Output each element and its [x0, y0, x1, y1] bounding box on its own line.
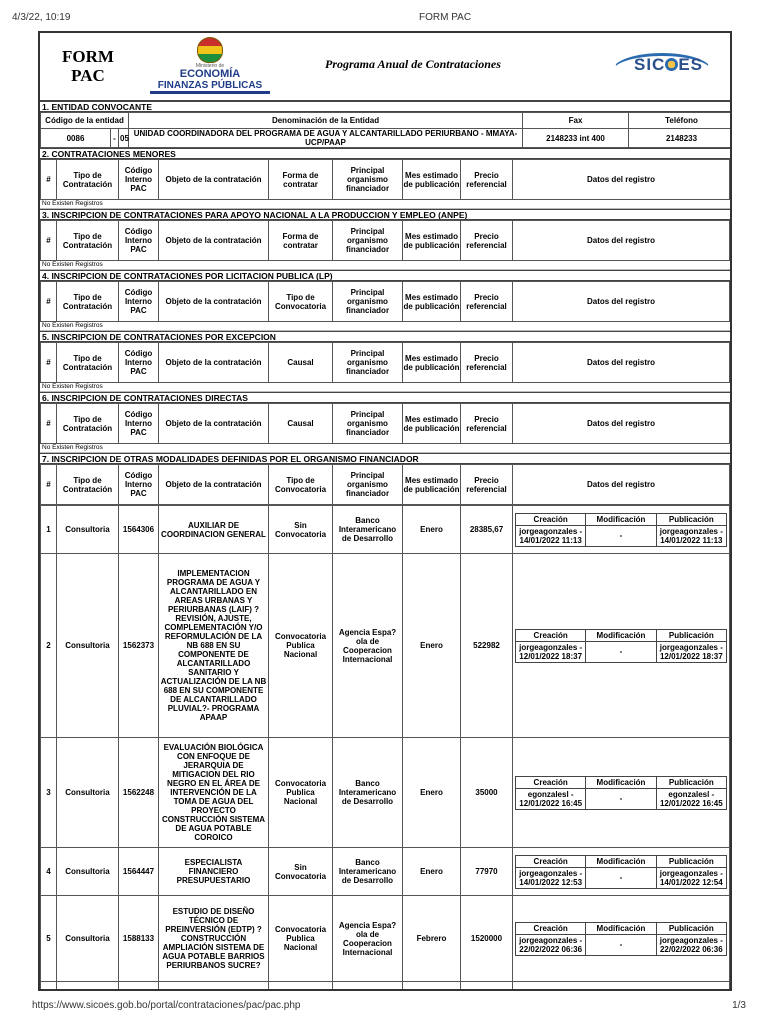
section-title: 5. INSCRIPCION DE CONTRATACIONES POR EXCEPCION — [40, 331, 730, 342]
print-title: FORM PAC — [419, 12, 472, 23]
section-5: 5. INSCRIPCION DE CONTRATACIONES POR EXCEPCION # Tipo de Contratación Código Interno PAC Objeto de la contratación Causal Principal organismo financiador Mes estimado de publicación Precio referencial Datos del registro No Existen Registros — [40, 331, 730, 392]
registro-table: Creación Modificación Publicación jorgeagonzales - 12/01/2022 18:37 - jorgeagonzales - 12/01/2022 18:37 — [515, 629, 727, 663]
entidad-sep: - — [111, 129, 119, 148]
section-title: 7. INSCRIPCION DE OTRAS MODALIDADES DEFINIDAS POR EL ORGANISMO FINANCIADOR — [40, 453, 730, 464]
print-page-number: 1/3 — [732, 1000, 746, 1011]
coat-of-arms-icon — [197, 37, 223, 63]
table-row: 4 Consultoria 1564447 ESPECIALISTA FINANCIERO PRESUPUESTARIO Sin Convocatoria Banco Interamericano de Desarrollo Enero 77970 Creación Modificación Publicación jorgeagonzales - 14/01/2022 12:53 - jorgeagonzales - 14/01/2022 12:54 — [41, 848, 730, 896]
entidad-codigo: 0086 — [41, 129, 111, 148]
section-4: 4. INSCRIPCION DE CONTRATACIONES POR LICITACION PUBLICA (LP) # Tipo de Contratación Código Interno PAC Objeto de la contratación Tipo de Convocatoria Principal organismo financiador Mes estimado de publicación Precio referencial Datos del registro No Existen Registros — [40, 270, 730, 331]
table-row — [41, 982, 730, 992]
table-row: 1 Consultoria 1564306 AUXILIAR DE COORDINACION GENERAL Sin Convocatoria Banco Interamericano de Desarrollo Enero 28385,67 Creación Modificación Publicación jorgeagonzales - 14/01/2022 11:13 - jorgeagonzales - 14/01/2022 11:13 — [41, 506, 730, 554]
table-row: 3 Consultoria 1562248 EVALUACIÓN BIOLÓGICA CON ENFOQUE DE JERARQUIA DE MITIGACION DEL RIO NEGRO EN EL ÁREA DE INTERVENCIÓN DE LA TOMA DE AGUA DEL PROYECTO CONSTRUCCIÓN SISTEMA DE AGUA POTABLE COROICO Convocatoria Publica Nacional Banco Interamericano de Desarrollo Enero 35000 Creación Modificación Publicación egonzalesl - 12/01/2022 16:45 - egonzalesl - 12/01/2022 16:45 — [41, 738, 730, 848]
browser-print-footer — [32, 1000, 746, 1011]
section-3: 3. INSCRIPCION DE CONTRATACIONES PARA APOYO NACIONAL A LA PRODUCCION Y EMPLEO (ANPE) # Tipo de Contratación Código Interno PAC Objeto de la contratación Forma de contratar Principal organismo financiador Mes estimado de publicación Precio referencial Datos del registro No Existen Registros — [40, 209, 730, 270]
registro-table: Creación Modificación Publicación egonzalesl - 12/01/2022 16:45 - egonzalesl - 12/01/2022 16:45 — [515, 776, 727, 810]
entidad-denominacion: UNIDAD COORDINADORA DEL PROGRAMA DE AGUA Y ALCANTARILLADO PERIURBANO - MMAYA-UCP/PAAP — [129, 129, 523, 148]
section-7-rows — [40, 505, 730, 991]
entidad-sub: 05 — [119, 129, 129, 148]
program-title: Programa Anual de Contrataciones — [325, 57, 501, 71]
form-pac-document — [38, 31, 732, 991]
section-title: 4. INSCRIPCION DE CONTRATACIONES POR LICITACION PUBLICA (LP) — [40, 270, 730, 281]
no-records-text: No Existen Registros — [40, 322, 730, 331]
no-records-text: No Existen Registros — [40, 200, 730, 209]
ministry-logo: Ministerio de ECONOMÍA FINANZAS PÚBLICAS — [150, 37, 270, 94]
print-url: https://www.sicoes.gob.bo/portal/contrataciones/pac/pac.php — [32, 1000, 301, 1011]
registro-table: Creación Modificación Publicación jorgeagonzales - 14/01/2022 12:53 - jorgeagonzales - 14/01/2022 12:54 — [515, 855, 727, 889]
no-records-text: No Existen Registros — [40, 383, 730, 392]
sicoes-logo: SIC ES — [612, 45, 712, 89]
section-title: 2. CONTRATACIONES MENORES — [40, 148, 730, 159]
no-records-text: No Existen Registros — [40, 261, 730, 270]
section-6: 6. INSCRIPCION DE CONTRATACIONES DIRECTAS # Tipo de Contratación Código Interno PAC Objeto de la contratación Causal Principal organismo financiador Mes estimado de publicación Precio referencial Datos del registro No Existen Registros — [40, 392, 730, 453]
col-codigo-entidad: Código de la entidad — [41, 113, 129, 129]
entidad-table — [40, 112, 732, 148]
col-telefono: Teléfono — [629, 113, 732, 129]
form-pac-title: FORM PAC — [62, 47, 114, 85]
print-datetime: 4/3/22, 10:19 — [12, 12, 71, 23]
col-denominacion: Denominación de la Entidad — [129, 113, 523, 129]
section-7 — [40, 453, 730, 991]
col-fax: Fax — [523, 113, 629, 129]
section-entidad-title: 1. ENTIDAD CONVOCANTE — [40, 101, 730, 112]
section-7-table: # Tipo de Contratación Código Interno PAC Objeto de la contratación Tipo de Convocatoria Principal organismo financiador Mes estimado de publicación Precio referencial Datos del registro — [40, 464, 730, 505]
registro-table: Creación Modificación Publicación jorgeagonzales - 14/01/2022 11:13 - jorgeagonzales - 14/01/2022 11:13 — [515, 513, 727, 547]
document-header — [40, 33, 730, 101]
section-title: 3. INSCRIPCION DE CONTRATACIONES PARA APOYO NACIONAL A LA PRODUCCION Y EMPLEO (ANPE) — [40, 209, 730, 220]
no-records-text: No Existen Registros — [40, 444, 730, 453]
sun-icon — [665, 58, 678, 71]
registro-table: Creación Modificación Publicación jorgeagonzales - 22/02/2022 06:36 - jorgeagonzales - 22/02/2022 06:36 — [515, 922, 727, 956]
entidad-telefono: 2148233 — [629, 129, 732, 148]
table-row: 5 Consultoria 1588133 ESTUDIO DE DISEÑO TÉCNICO DE PREINVERSIÓN (EDTP) ? CONSTRUCCIÓN AMPLIACIÓN SISTEMA DE AGUA POTABLE BARRIOS PERIURBANOS SUCRE? Convocatoria Publica Nacional Agencia Espa? ola de Cooperacion Internacional Febrero 1520000 Creación Modificación Publicación jorgeagonzales - 22/02/2022 06:36 - jorgeagonzales - 22/02/2022 06:36 — [41, 896, 730, 982]
section-2: 2. CONTRATACIONES MENORES # Tipo de Contratación Código Interno PAC Objeto de la contratación Forma de contratar Principal organismo financiador Mes estimado de publicación Precio referencial Datos del registro No Existen Registros — [40, 148, 730, 209]
entidad-fax: 2148233 int 400 — [523, 129, 629, 148]
section-title: 6. INSCRIPCION DE CONTRATACIONES DIRECTAS — [40, 392, 730, 403]
table-row: 2 Consultoria 1562373 IMPLEMENTACION PROGRAMA DE AGUA Y ALCANTARILLADO EN AREAS URBANAS Y PERIURBANAS (LAIF) ?REVISIÓN, AJUSTE, COMPLEMENTACIÓN Y/O REFORMULACIÓN DE LA NB 688 EN SU COMPONENTE DE ALCANTARILLADO SANITARIO Y ACTUALIZACIÓN DE LA NB 688 EN SU COMPONENTE DE ALCANTARILLADO PLUVIAL?- PROGRAMA APAAP Convocatoria Publica Nacional Agencia Espa? ola de Cooperacion Internacional Enero 522982 Creación Modificación Publicación jorgeagonzales - 12/01/2022 18:37 - jorgeagonzales - 12/01/2022 18:37 — [41, 554, 730, 738]
